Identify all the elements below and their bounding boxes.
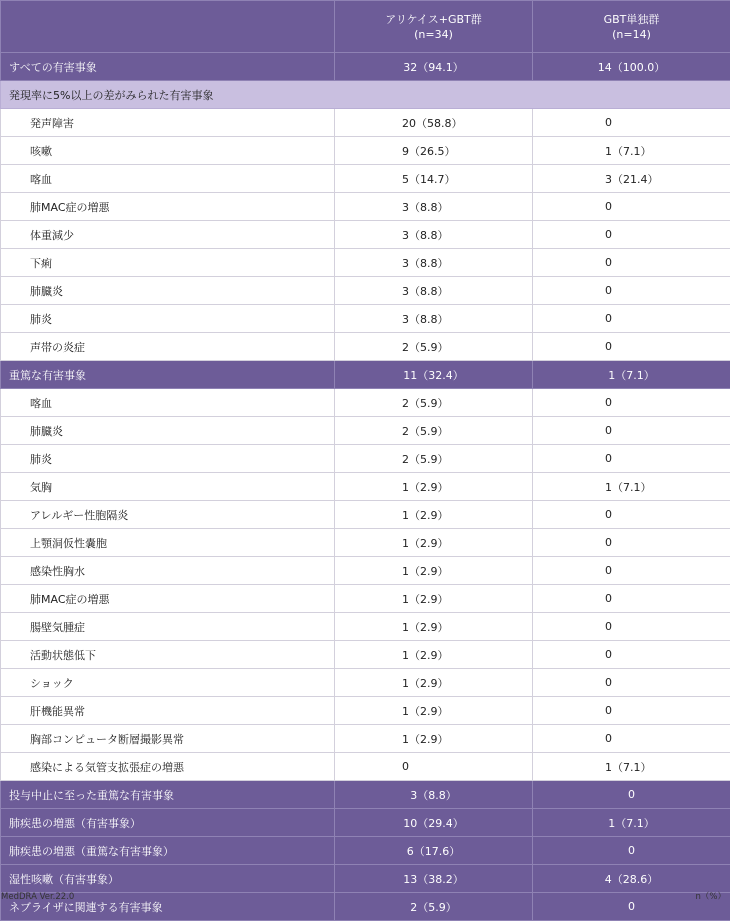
event-name-cell: 肺疾患の増悪（有害事象） (1, 809, 335, 837)
event-name-cell: 腸壁気腫症 (1, 613, 335, 641)
gbt-group-value-cell: 0 (533, 725, 730, 753)
gbt-group-value-cell: 0 (533, 109, 730, 137)
gbt-group-value-cell: 1（7.1） (533, 361, 730, 389)
event-name-cell: 肺臓炎 (1, 417, 335, 445)
combo-group-value-cell: 3（8.8） (335, 305, 533, 333)
combo-group-value-cell: 1（2.9） (335, 641, 533, 669)
summary-row (1, 837, 730, 865)
combo-group-value-cell: 1（2.9） (335, 725, 533, 753)
table-row (1, 305, 730, 333)
header-gbt-group-n: (n=14) (533, 27, 730, 42)
event-name-cell: 胸部コンピュータ断層撮影異常 (1, 725, 335, 753)
header-corner-cell (1, 1, 335, 53)
gbt-group-value-cell: 0 (533, 837, 730, 865)
gbt-group-value-cell: 0 (533, 501, 730, 529)
event-name-cell: 気胸 (1, 473, 335, 501)
event-name-cell: 喀血 (1, 165, 335, 193)
event-name-cell: 肺炎 (1, 445, 335, 473)
combo-group-value-cell: 2（5.9） (335, 445, 533, 473)
table-row (1, 445, 730, 473)
gbt-group-value-cell: 0 (533, 781, 730, 809)
combo-group-value-cell: 1（2.9） (335, 501, 533, 529)
table-row (1, 109, 730, 137)
event-name-cell: 下痢 (1, 249, 335, 277)
table-row (1, 697, 730, 725)
event-name-cell: 声帯の炎症 (1, 333, 335, 361)
combo-group-value-cell: 1（2.9） (335, 697, 533, 725)
gbt-group-value-cell: 1（7.1） (533, 753, 730, 781)
gbt-group-value-cell: 0 (533, 585, 730, 613)
event-name-cell: 重篤な有害事象 (1, 361, 335, 389)
event-name-cell: 活動状態低下 (1, 641, 335, 669)
table-row (1, 473, 730, 501)
combo-group-value-cell: 1（2.9） (335, 557, 533, 585)
combo-group-value-cell: 1（2.9） (335, 585, 533, 613)
gbt-group-value-cell: 1（7.1） (533, 137, 730, 165)
unit-note: n（%） (696, 891, 726, 903)
combo-group-value-cell: 1（2.9） (335, 529, 533, 557)
combo-group-value-cell: 3（8.8） (335, 249, 533, 277)
event-name-cell: 肺炎 (1, 305, 335, 333)
gbt-group-value-cell: 0 (533, 557, 730, 585)
event-name-cell: 感染による気管支拡張症の増悪 (1, 753, 335, 781)
combo-group-value-cell: 1（2.9） (335, 613, 533, 641)
event-name-cell: 肺疾患の増悪（重篤な有害事象） (1, 837, 335, 865)
table-row (1, 249, 730, 277)
combo-group-value-cell: 3（8.8） (335, 221, 533, 249)
gbt-group-value-cell: 0 (533, 417, 730, 445)
table-row (1, 277, 730, 305)
combo-group-value-cell: 3（8.8） (335, 277, 533, 305)
table-footer (0, 891, 730, 903)
event-name-cell: 喀血 (1, 389, 335, 417)
gbt-group-value-cell: 0 (533, 305, 730, 333)
event-name-cell: アレルギー性胞隔炎 (1, 501, 335, 529)
gbt-group-value-cell: 0 (533, 893, 730, 921)
header-gbt-group-name: GBT単独群 (533, 12, 730, 27)
combo-group-value-cell: 11（32.4） (335, 361, 533, 389)
table-row (1, 641, 730, 669)
gbt-group-value-cell: 0 (533, 641, 730, 669)
combo-group-value-cell: 5（14.7） (335, 165, 533, 193)
table-body (1, 53, 730, 921)
gbt-group-value-cell: 0 (533, 277, 730, 305)
table-row (1, 585, 730, 613)
table-row (1, 333, 730, 361)
event-name-cell: すべての有害事象 (1, 53, 335, 81)
gbt-group-value-cell: 3（21.4） (533, 165, 730, 193)
table-row (1, 417, 730, 445)
event-name-cell: 肺MAC症の増悪 (1, 193, 335, 221)
table-row (1, 753, 730, 781)
gbt-group-value-cell: 0 (533, 333, 730, 361)
event-name-cell: 湿性咳嗽（有害事象） (1, 865, 335, 893)
summary-row (1, 809, 730, 837)
gbt-group-value-cell: 0 (533, 221, 730, 249)
combo-group-value-cell: 13（38.2） (335, 865, 533, 893)
summary-row (1, 53, 730, 81)
event-name-cell: 投与中止に至った重篤な有害事象 (1, 781, 335, 809)
summary-row (1, 781, 730, 809)
event-name-cell: 発声障害 (1, 109, 335, 137)
summary-row (1, 865, 730, 893)
meddra-version-note: MedDRA Ver.22.0 (1, 891, 74, 903)
gbt-group-value-cell: 0 (533, 613, 730, 641)
event-name-cell: 肺MAC症の増悪 (1, 585, 335, 613)
combo-group-value-cell: 2（5.9） (335, 417, 533, 445)
event-name-cell: 肝機能異常 (1, 697, 335, 725)
gbt-group-value-cell: 14（100.0） (533, 53, 730, 81)
combo-group-value-cell: 2（5.9） (335, 893, 533, 921)
table-row (1, 165, 730, 193)
event-name-cell: 体重減少 (1, 221, 335, 249)
gbt-group-value-cell: 0 (533, 697, 730, 725)
gbt-group-value-cell: 0 (533, 389, 730, 417)
event-name-cell: ネブライザに関連する有害事象 (1, 893, 335, 921)
gbt-group-value-cell: 0 (533, 193, 730, 221)
combo-group-value-cell: 1（2.9） (335, 473, 533, 501)
table-row (1, 501, 730, 529)
combo-group-value-cell: 0 (335, 753, 533, 781)
table-row (1, 725, 730, 753)
event-name-cell: 感染性胸水 (1, 557, 335, 585)
gbt-group-value-cell: 4（28.6） (533, 865, 730, 893)
gbt-group-value-cell: 0 (533, 445, 730, 473)
header-combo-group (335, 1, 533, 53)
event-name-cell: 咳嗽 (1, 137, 335, 165)
combo-group-value-cell: 32（94.1） (335, 53, 533, 81)
combo-group-value-cell: 2（5.9） (335, 389, 533, 417)
gbt-group-value-cell: 1（7.1） (533, 809, 730, 837)
combo-group-value-cell: 6（17.6） (335, 837, 533, 865)
table-row (1, 529, 730, 557)
header-gbt-group (533, 1, 730, 53)
section-header-row (1, 81, 730, 109)
table-row (1, 389, 730, 417)
event-name-cell: ショック (1, 669, 335, 697)
summary-row (1, 361, 730, 389)
combo-group-value-cell: 1（2.9） (335, 669, 533, 697)
gbt-group-value-cell: 0 (533, 529, 730, 557)
table-row (1, 669, 730, 697)
table-row (1, 221, 730, 249)
header-combo-group-n: (n=34) (335, 27, 532, 42)
combo-group-value-cell: 10（29.4） (335, 809, 533, 837)
combo-group-value-cell: 3（8.8） (335, 193, 533, 221)
event-name-cell: 上顎洞仮性嚢胞 (1, 529, 335, 557)
combo-group-value-cell: 20（58.8） (335, 109, 533, 137)
table-row (1, 137, 730, 165)
combo-group-value-cell: 9（26.5） (335, 137, 533, 165)
header-combo-group-name: アリケイス+GBT群 (335, 12, 532, 27)
gbt-group-value-cell: 1（7.1） (533, 473, 730, 501)
combo-group-value-cell: 2（5.9） (335, 333, 533, 361)
event-name-cell: 肺臓炎 (1, 277, 335, 305)
table-row (1, 613, 730, 641)
combo-group-value-cell: 3（8.8） (335, 781, 533, 809)
gbt-group-value-cell: 0 (533, 669, 730, 697)
table-row (1, 557, 730, 585)
table-header-row (1, 1, 730, 53)
section-label: 発現率に5%以上の差がみられた有害事象 (1, 81, 730, 109)
gbt-group-value-cell: 0 (533, 249, 730, 277)
table-row (1, 193, 730, 221)
